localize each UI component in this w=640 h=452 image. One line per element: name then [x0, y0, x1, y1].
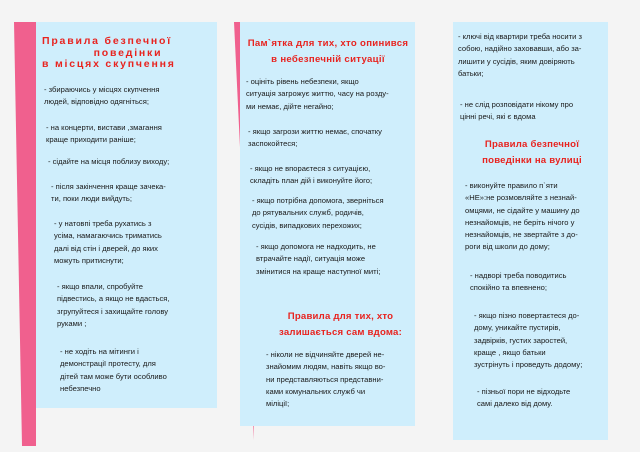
line: - сідайте на місця поблизу виходу; — [48, 157, 170, 166]
line: - надворі треба поводитись — [470, 271, 567, 280]
panel1-item-1 — [44, 84, 214, 109]
panel3-title — [462, 137, 602, 168]
line: дому, уникайте пустирів, — [474, 323, 561, 333]
wedge-left — [0, 0, 40, 452]
line: - ключі від квартири треба носити з — [458, 32, 582, 41]
panel2-item-5 — [256, 241, 408, 278]
panel2-item-3 — [250, 163, 408, 188]
panel3-item-6 — [477, 386, 602, 411]
line: зустрінуть і проведуть додому; — [474, 360, 583, 370]
line: краще приходити раніше; — [46, 135, 136, 145]
panel1-item-4 — [51, 181, 214, 206]
panel3-item-1 — [458, 31, 602, 80]
panel2-item-2 — [248, 126, 408, 151]
line: міліції; — [266, 399, 290, 409]
line: самі далеко від дому. — [477, 399, 553, 409]
panel3-item-2 — [460, 99, 602, 124]
panel2-item-6 — [266, 349, 408, 410]
title-line: поведінки на вулиці — [482, 154, 582, 166]
line: «НЕ»:не розмовляйте з незнай- — [465, 193, 577, 203]
panel2-title2 — [268, 309, 413, 340]
line: омцями, не сідайте у машину до — [465, 205, 580, 215]
line: - оцініть рівень небезпеки, якщо — [246, 77, 359, 86]
panel1-item-6 — [57, 281, 214, 330]
line: незнайомців, не звертайте з до- — [465, 230, 578, 240]
line: змінитися на краще наступної миті; — [256, 266, 381, 276]
line: - виконуйте правило п`яти — [465, 181, 558, 190]
line: до рятувальних служб, родичів, — [252, 208, 364, 218]
line: незнайомців, не беріть нічого у — [465, 217, 575, 227]
line: сусідів, випадкових перехожих; — [252, 220, 362, 230]
line: - якщо потрібна допомога, зверніться — [252, 196, 384, 205]
line: демонстрації протесту, для — [60, 359, 156, 369]
panel3-item-3 — [465, 180, 602, 254]
panel1-item-5 — [54, 218, 214, 267]
line: - якщо загрози життю немає, спочатку — [248, 127, 382, 136]
panel1-item-7 — [60, 346, 214, 395]
line: ти, поки люди вийдуть; — [51, 194, 132, 204]
title-line: в місцях скупчення — [42, 58, 176, 70]
line: дітей там може бути особливо — [60, 371, 167, 381]
line: згрупуйтеся і захищайте голову — [57, 306, 169, 316]
line: батьки; — [458, 68, 484, 78]
line: цінні речі, які є вдома — [460, 112, 536, 122]
line: - якщо допомога не надходить, не — [256, 242, 376, 251]
panel1-title — [42, 36, 214, 71]
line: ми немає, дійте негайно; — [246, 101, 334, 111]
line: - пізньої пори не відходьте — [477, 387, 571, 396]
panel2-item-1 — [246, 76, 408, 113]
line: ни представляються представни- — [266, 374, 384, 384]
line: ситуація загрожує життю, часу на розду- — [246, 89, 389, 99]
line: - якщо не впораєтеся з ситуацією, — [250, 164, 371, 173]
line: знайомим людям, навіть якщо во- — [266, 362, 386, 372]
title-line: Пам`ятка для тих, хто опинився — [247, 38, 409, 49]
line: підвестись, а якщо не вдасться, — [57, 294, 170, 304]
panel1-item-3 — [48, 156, 214, 168]
line: - на концерти, вистави ,змагання — [46, 123, 162, 132]
line: лишити у сусідів, яким довіряють — [458, 56, 575, 66]
panel3-item-4 — [470, 270, 602, 295]
line: - якщо пізно повертаєтеся до- — [474, 311, 580, 320]
panel2-item-4 — [252, 195, 408, 232]
line: - у натовпі треба рухатись з — [54, 219, 152, 228]
line: - не ходіть на мітинги і — [60, 347, 139, 356]
line: втрачайте надії, ситуація може — [256, 254, 366, 264]
panel3-item-5 — [474, 310, 602, 371]
line: - ніколи не відчиняйте дверей не- — [266, 350, 385, 359]
line: ками комунальних служб чи — [266, 386, 366, 396]
panel2-title — [243, 36, 413, 67]
title-line: залишається сам вдома: — [279, 326, 402, 338]
line: - після закінчення краще зачека- — [51, 182, 166, 191]
line: руками ; — [57, 318, 87, 328]
line: можуть притиснути; — [54, 255, 124, 265]
line: - якщо впали, спробуйте — [57, 282, 144, 291]
line: заспокойтеся; — [248, 139, 298, 149]
line: задвірків, густих заростей, — [474, 335, 568, 345]
line: далі від стін і дверей, до яких — [54, 243, 158, 253]
line: людей, відповідно одягніться; — [44, 97, 149, 107]
title-line: Правила для тих, хто — [287, 311, 394, 322]
panel1-item-2 — [46, 122, 214, 147]
line: - збираючись у місцях скупчення — [44, 85, 160, 94]
line: краще , якщо батьки — [474, 347, 546, 357]
title-line: Правила безпечної — [484, 139, 580, 150]
line: небезпечно — [60, 383, 101, 393]
line: складіть план дій і виконуйте його; — [250, 176, 373, 186]
line: роги від школи до дому; — [465, 242, 550, 252]
title-line: поведінки — [93, 46, 163, 59]
title-line: в небезпечній ситуації — [271, 53, 385, 65]
line: собою, надійно заховавши, або за- — [458, 44, 582, 54]
line: - не слід розповідати нікому про — [460, 100, 574, 109]
title-line: Правила безпечної — [42, 35, 173, 47]
line: усіма, намагаючись триматись — [54, 231, 162, 241]
line: спокійно та впевнено; — [470, 283, 547, 293]
